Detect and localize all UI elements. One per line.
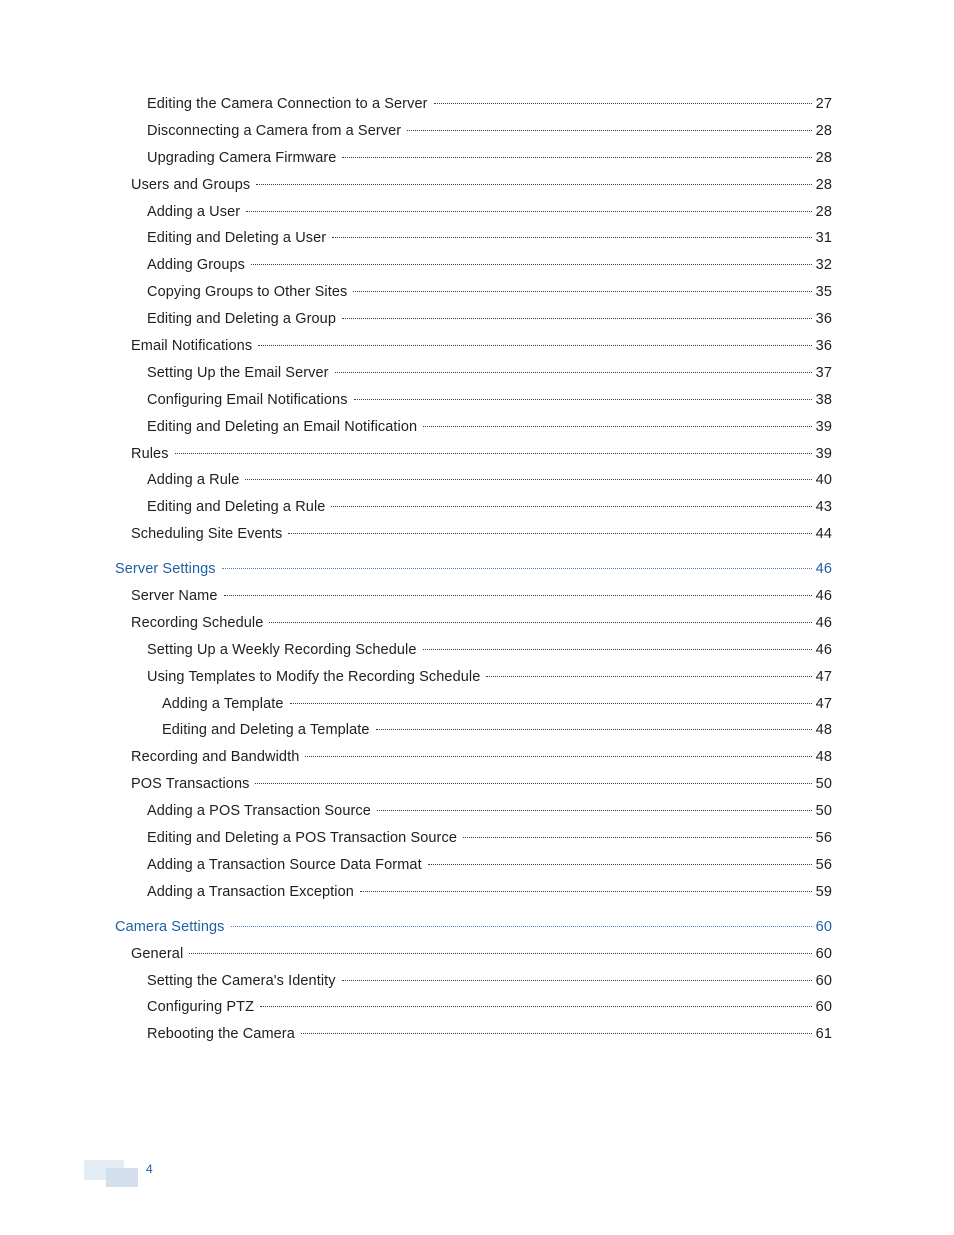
dot-leader	[342, 157, 811, 158]
toc-entry-page-number: 47	[815, 668, 832, 685]
dot-leader	[258, 345, 811, 346]
toc-entry-page-number: 46	[815, 561, 832, 578]
toc-entry-page-number: 39	[815, 445, 832, 462]
toc-entry-title: Setting Up the Email Server	[147, 364, 329, 381]
dot-leader	[332, 237, 811, 238]
toc-entry[interactable]	[0, 118, 954, 145]
toc-entry[interactable]	[0, 771, 954, 798]
toc-entry-page-number: 50	[815, 803, 832, 820]
toc-entry[interactable]	[0, 994, 954, 1021]
toc-entry-page-number: 56	[815, 830, 832, 847]
toc-entry-page-number: 39	[815, 418, 832, 435]
toc-section-heading[interactable]	[0, 914, 954, 941]
dot-leader	[407, 130, 811, 131]
toc-entry-page-number: 28	[815, 149, 832, 166]
toc-entry-title: Adding a Transaction Exception	[147, 883, 354, 900]
dot-leader	[189, 953, 811, 954]
toc-entry-title: Rebooting the Camera	[147, 1026, 295, 1043]
dot-leader	[354, 399, 812, 400]
toc-entry-page-number: 28	[815, 203, 832, 220]
toc-entry-title: Editing and Deleting a Rule	[147, 499, 326, 516]
toc-entry-title: Scheduling Site Events	[131, 526, 283, 543]
toc-entry[interactable]	[0, 360, 954, 387]
toc-entry-title: Editing and Deleting a User	[147, 230, 327, 247]
toc-entry-page-number: 59	[815, 883, 832, 900]
toc-entry-title: Adding a User	[147, 203, 241, 220]
toc-entry-title: Editing and Deleting a POS Transaction Source	[147, 830, 457, 847]
toc-entry-page-number: 43	[815, 499, 832, 516]
dot-leader	[331, 506, 811, 507]
toc-entry-title: Editing and Deleting a Template	[162, 722, 370, 739]
toc-entry[interactable]	[0, 521, 954, 548]
toc-entry[interactable]	[0, 467, 954, 494]
toc-entry[interactable]	[0, 252, 954, 279]
dot-leader	[463, 837, 812, 838]
dot-leader	[305, 756, 811, 757]
toc-entry-page-number: 60	[815, 945, 832, 962]
toc-entry-title: Adding a Rule	[147, 472, 240, 489]
dot-leader	[376, 729, 812, 730]
dot-leader	[255, 783, 811, 784]
toc-entry-title: Adding a Template	[162, 695, 284, 712]
dot-leader	[246, 211, 811, 212]
dot-leader	[486, 676, 811, 677]
toc-entry[interactable]	[0, 664, 954, 691]
toc-entry-title: Users and Groups	[131, 176, 251, 193]
toc-entry-page-number: 50	[815, 776, 832, 793]
toc-entry[interactable]	[0, 333, 954, 360]
toc-entry[interactable]	[0, 583, 954, 610]
toc-entry-title: Editing and Deleting a Group	[147, 311, 337, 328]
dot-leader	[224, 595, 812, 596]
toc-entry-title: General	[131, 945, 184, 962]
toc-entry[interactable]	[0, 610, 954, 637]
dot-leader	[335, 372, 812, 373]
toc-entry[interactable]	[0, 441, 954, 468]
dot-leader	[423, 426, 811, 427]
toc-entry-page-number: 28	[815, 176, 832, 193]
toc-entry-page-number: 32	[815, 257, 832, 274]
toc-entry[interactable]	[0, 691, 954, 718]
dot-leader	[434, 103, 812, 104]
toc-entry-page-number: 46	[815, 641, 832, 658]
toc-entry-title: Editing the Camera Connection to a Server	[147, 96, 428, 112]
toc-entry-page-number: 38	[815, 391, 832, 408]
toc-entry-title: Setting Up a Weekly Recording Schedule	[147, 641, 417, 658]
dot-leader	[251, 264, 812, 265]
toc-entry-title: Editing and Deleting an Email Notification	[147, 418, 418, 435]
dot-leader	[360, 891, 812, 892]
toc-entry-page-number: 46	[815, 588, 832, 605]
toc-entry[interactable]	[0, 968, 954, 995]
toc-entry-page-number: 60	[815, 999, 832, 1016]
toc-entry-title: Server Name	[131, 588, 218, 605]
dot-leader	[342, 318, 812, 319]
dot-leader	[290, 703, 812, 704]
toc-entry[interactable]	[0, 306, 954, 333]
toc-entry-title: Adding Groups	[147, 257, 246, 274]
toc-entry[interactable]	[0, 798, 954, 825]
toc-entry-page-number: 48	[815, 722, 832, 739]
toc-entry-title: Email Notifications	[131, 338, 253, 355]
toc-entry[interactable]	[0, 279, 954, 306]
dot-leader	[175, 453, 812, 454]
toc-entry-page-number: 28	[815, 122, 832, 139]
toc-entry-page-number: 35	[815, 284, 832, 301]
toc-entry-page-number: 36	[815, 311, 832, 328]
toc-entry-title: Rules	[131, 445, 169, 462]
dot-leader	[245, 479, 811, 480]
toc-entry[interactable]	[0, 637, 954, 664]
toc-entry-title: Using Templates to Modify the Recording Schedule	[147, 668, 481, 685]
toc-entry-page-number: 56	[815, 856, 832, 873]
dot-leader	[423, 649, 812, 650]
toc-entry[interactable]	[0, 825, 954, 852]
toc-entry[interactable]	[0, 172, 954, 199]
toc-entry[interactable]	[0, 744, 954, 771]
toc-entry-page-number: 61	[815, 1026, 832, 1043]
toc-entry-title: Upgrading Camera Firmware	[147, 149, 337, 166]
dot-leader	[222, 568, 812, 569]
dot-leader	[353, 291, 811, 292]
toc-entry[interactable]	[0, 387, 954, 414]
toc-entry-title: Recording Schedule	[131, 614, 264, 631]
toc-section-heading[interactable]	[0, 556, 954, 583]
toc-entry-title: POS Transactions	[131, 776, 250, 793]
toc-entry-title: Server Settings	[115, 561, 216, 578]
dot-leader	[231, 926, 812, 927]
toc-entry[interactable]	[0, 879, 954, 906]
dot-leader	[342, 980, 812, 981]
toc-entry-title: Recording and Bandwidth	[131, 749, 300, 766]
toc-entry-title: Camera Settings	[115, 918, 225, 935]
toc-entry-page-number: 60	[815, 918, 832, 935]
toc-entry-page-number: 48	[815, 749, 832, 766]
toc-entry-page-number: 37	[815, 364, 832, 381]
dot-leader	[428, 864, 812, 865]
toc-entry-page-number: 40	[815, 472, 832, 489]
dot-leader	[377, 810, 812, 811]
toc-entry-page-number: 27	[815, 96, 832, 112]
toc-entry[interactable]	[0, 717, 954, 744]
toc-entry[interactable]	[0, 91, 954, 118]
toc-entry-page-number: 44	[815, 526, 832, 543]
toc-entry[interactable]	[0, 145, 954, 172]
toc-entry[interactable]	[0, 414, 954, 441]
brand-logo-icon	[84, 1160, 140, 1188]
toc-entry[interactable]	[0, 941, 954, 968]
toc-entry-title: Adding a Transaction Source Data Format	[147, 856, 422, 873]
dot-leader	[301, 1033, 812, 1034]
table-of-contents	[0, 91, 954, 1048]
toc-entry-title: Adding a POS Transaction Source	[147, 803, 371, 820]
toc-entry-title: Configuring PTZ	[147, 999, 255, 1016]
toc-entry-page-number: 60	[815, 972, 832, 989]
toc-entry-page-number: 47	[815, 695, 832, 712]
toc-entry[interactable]	[0, 199, 954, 226]
toc-entry-page-number: 31	[815, 230, 832, 247]
dot-leader	[269, 622, 811, 623]
toc-entry[interactable]	[0, 225, 954, 252]
toc-entry[interactable]	[0, 494, 954, 521]
toc-entry-title: Configuring Email Notifications	[147, 391, 348, 408]
toc-entry-title: Copying Groups to Other Sites	[147, 284, 348, 301]
dot-leader	[288, 533, 811, 534]
page-number: 4	[146, 1162, 153, 1176]
dot-leader	[260, 1006, 812, 1007]
toc-entry[interactable]	[0, 852, 954, 879]
dot-leader	[256, 184, 811, 185]
toc-entry[interactable]	[0, 1021, 954, 1048]
toc-entry-title: Setting the Camera's Identity	[147, 972, 336, 989]
toc-entry-title: Disconnecting a Camera from a Server	[147, 122, 402, 139]
toc-entry-page-number: 36	[815, 338, 832, 355]
toc-entry-page-number: 46	[815, 614, 832, 631]
